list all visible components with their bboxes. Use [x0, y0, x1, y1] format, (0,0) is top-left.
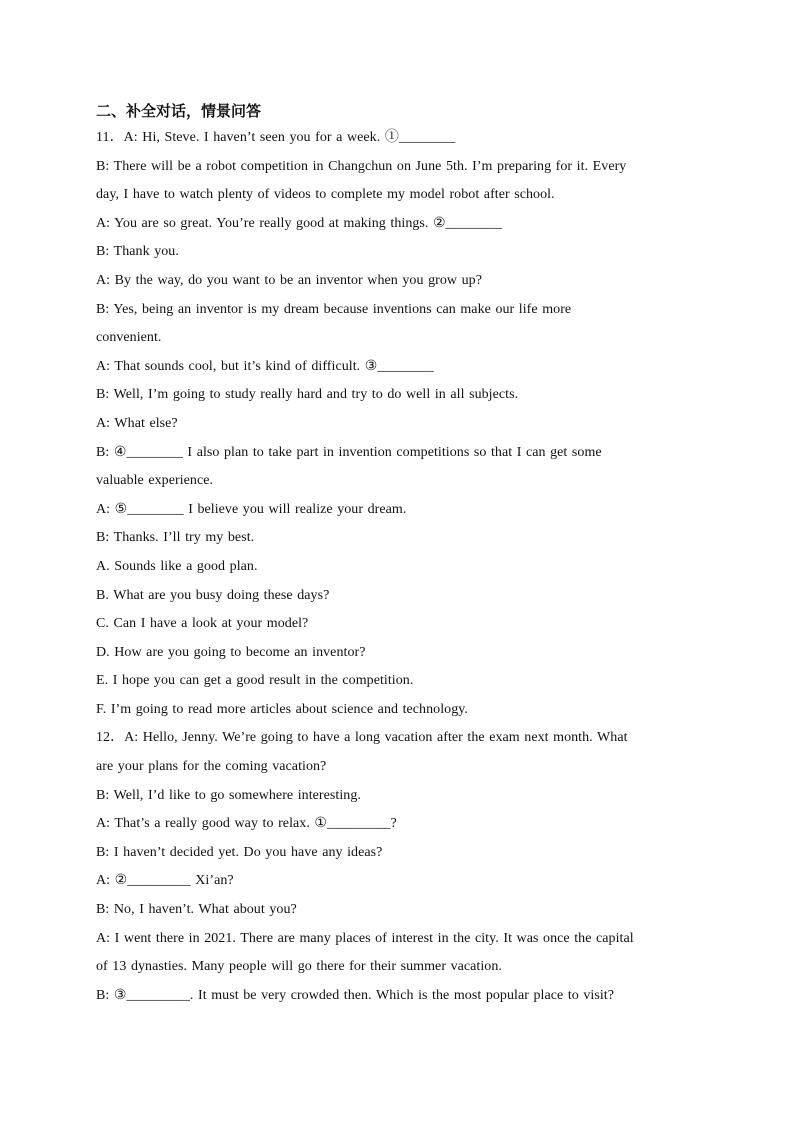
q11-line-2: B: There will be a robot competition in Changchun on June 5th. I’m preparing for it. Every [96, 158, 627, 174]
q11-option-e: E. I hope you can get a good result in the competition. [96, 673, 414, 689]
q11-line-10: B: Well, I’m going to study really hard and try to do well in all subjects. [96, 387, 519, 403]
q11-option-c: C. Can I have a look at your model? [96, 616, 309, 632]
q11-line-6: A: By the way, do you want to be an inventor when you grow up? [96, 272, 482, 288]
q11-line-11: A: What else? [96, 415, 178, 431]
q11-line-5: B: Thank you. [96, 244, 179, 260]
q12-line-1: 12．A: Hello, Jenny. We’re going to have a long vacation after the exam next month. What [96, 730, 628, 746]
q11-option-d: D. How are you going to become an inventor? [96, 644, 366, 660]
q12-line-3: B: Well, I’d like to go somewhere interesting. [96, 787, 361, 803]
section-title: 二、补全对话，情景问答 [96, 102, 262, 120]
q12-line-6: A: ②_________ Xi’an? [96, 873, 234, 889]
q12-line-8: A: I went there in 2021. There are many places of interest in the city. It was once the capital [96, 930, 634, 946]
q12-line-2: are your plans for the coming vacation? [96, 759, 327, 775]
q12-line-10: B: ③_________. It must be very crowded then. Which is the most popular place to visit? [96, 987, 615, 1003]
q11-line-13: valuable experience. [96, 473, 214, 489]
q11-line-4: A: You are so great. You’re really good at making things. ②________ [96, 215, 503, 231]
q11-line-12: B: ④________ I also plan to take part in invention competitions so that I can get some [96, 444, 602, 460]
q11-line-1: 11．A: Hi, Steve. I haven’t seen you for a week. ①________ [96, 130, 456, 145]
q11-line-8: convenient. [96, 330, 162, 346]
q12-line-4: A: That’s a really good way to relax. ①_________? [96, 816, 397, 832]
q12-line-7: B: No, I haven’t. What about you? [96, 902, 297, 918]
q12-line-5: B: I haven’t decided yet. Do you have any ideas? [96, 844, 383, 860]
q11-option-a: A. Sounds like a good plan. [96, 558, 258, 574]
q11-option-b: B. What are you busy doing these days? [96, 587, 330, 603]
q11-option-f: F. I’m going to read more articles about science and technology. [96, 701, 468, 717]
q11-line-15: B: Thanks. I’ll try my best. [96, 530, 255, 546]
q11-line-9: A: That sounds cool, but it’s kind of difficult. ③________ [96, 358, 434, 374]
q11-line-7: B: Yes, being an inventor is my dream because inventions can make our life more [96, 301, 572, 317]
worksheet-page [96, 100, 696, 1010]
q11-line-14: A: ⑤________ I believe you will realize your dream. [96, 501, 407, 517]
dialogue-text [96, 124, 696, 1010]
q12-line-9: of 13 dynasties. Many people will go there for their summer vacation. [96, 959, 502, 975]
q11-line-3: day, I have to watch plenty of videos to complete my model robot after school. [96, 187, 555, 203]
